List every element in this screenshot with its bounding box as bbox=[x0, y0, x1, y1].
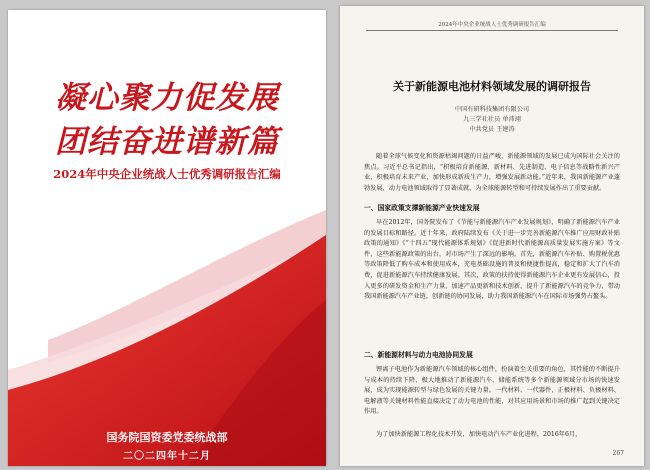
book-cover bbox=[8, 10, 326, 466]
author-affiliation: 中国有研科技集团有限公司 bbox=[454, 106, 530, 113]
running-head: 2024年中央企业统战人士优秀调研报告汇编 bbox=[438, 22, 546, 28]
continuation-line: 为了加快新能源工程化技术开发，加快电动汽车产业化进程，2016年6月， bbox=[376, 431, 582, 438]
section-2-paragraph: 锂离子电池作为新能源汽车领域的核心组件，扮演着至关重要的角色，其性能的不断提升与成本的持续下降，极大地推动了新能源汽车、储能系统等多个新能源领域分市场的快速发展，成为实现能源转型与绿色发展的关键力量。一代材料、一代器件，正极材料、负极材料、电解液等关键材料性能直接决定了动力电池的性能，对其应用场景和市场的推广起到关键决定作用。 bbox=[364, 366, 620, 416]
intro-paragraph: 随着全球气候变化和资源枯竭问题的日益严峻，新能源领域的发展已成为国际社会关注的焦点。习近平总书记指出，“积极培育新能源、新材料、先进制造、电子信息等战略性新兴产业，积极培育未来产业，加快形成新质生产力，增强发展新动能。”近年来，我国新能源产业蓬勃发展，动力电池领域取得了显著成就，为全球能源转型和可持续发展作出了重要贡献。 bbox=[364, 153, 620, 192]
report-title: 关于新能源电池材料领域发展的调研报告 bbox=[393, 80, 591, 93]
author-line-2: 中共党员 王建涛 bbox=[469, 126, 515, 133]
author-line-1: 九三学社社员 单沛翊 bbox=[463, 116, 521, 123]
cover-subtitle: 2024年中央企业统战人士优秀调研报告汇编 bbox=[53, 167, 281, 181]
section-heading-1: 一、国家政策支撑新能源产业快速发展 bbox=[364, 204, 480, 212]
cover-title-line-1: 凝心聚力促发展 bbox=[55, 80, 279, 116]
cover-date: 二〇二四年十二月 bbox=[123, 451, 211, 462]
section-1-paragraph: 早在2012年，国务院发布了《节能与新能源汽车产业发展规划》，明确了新能源汽车产业的发展目标和路径。近十年来，政府陆续发布《关于进一步完善新能源汽车推广应用财政补贴政策的通知》《“十四五”现代能源体系规划》《促进新时代新能源高质量发展实施方案》等文件，这些新能源政策的出台，对市场产生了深远的影响。首先，新能源汽车补贴、购置税优惠等政策降低了购车成本和使用成本，充电基础设施的普及和便捷性提高，稳定和扩大了汽车消费，促进新能源汽车持续健康发展。其次，政策的扶持使得新能源汽车企业更有发展信心，投入更多的研发资金和生产力量，加速产品更新和技术创新，提升了新能源汽车的竞争力，带动我国新能源汽车产业链，创新链的协同发展，助力我国新能源汽车在国际市场强势占鳌头。 bbox=[364, 219, 620, 301]
report-page bbox=[340, 6, 644, 466]
section-heading-2: 二、新能源材料与动力电池协同发展 bbox=[364, 351, 473, 359]
cover-title-line-2: 团结奋进谱新篇 bbox=[55, 124, 279, 160]
header-rule bbox=[366, 30, 618, 31]
page-number: 267 bbox=[612, 450, 624, 457]
cover-publisher: 国务院国资委党委统战部 bbox=[106, 431, 228, 444]
